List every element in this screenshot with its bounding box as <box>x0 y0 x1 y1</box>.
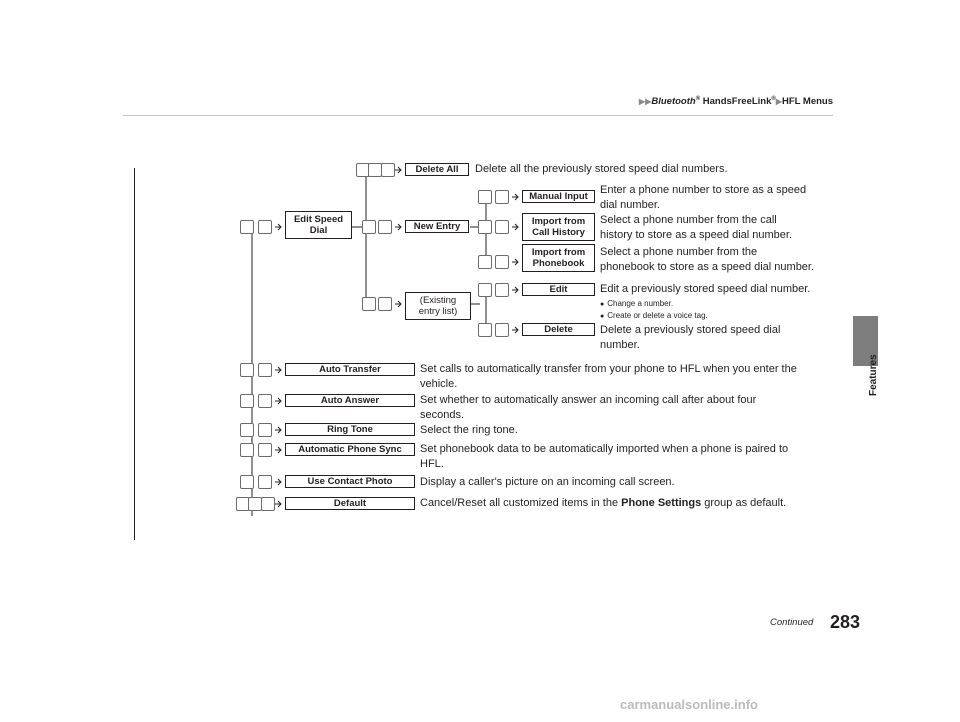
delete-desc-line1: Delete a previously stored speed dial <box>600 324 781 336</box>
registered-mark: ® <box>771 96 776 102</box>
edit-desc: Edit a previously stored speed dial number. <box>600 283 811 295</box>
import-phonebook-box <box>522 244 595 272</box>
talk-button-icon <box>240 443 254 457</box>
auto-transfer-desc-line1: Set calls to automatically transfer from your phone to HFL when you enter the <box>420 363 797 375</box>
edit-bullet-1: ● Change a number. <box>600 298 673 310</box>
delete-desc <box>600 323 780 353</box>
voice-command-icon <box>258 475 272 489</box>
import-call-history-desc-line2: history to store as a speed dial number. <box>600 229 792 241</box>
watermark: carmanualsonline.info <box>620 697 758 712</box>
voice-command-icon <box>378 220 392 234</box>
edit-speed-dial-line1: Edit Speed <box>293 214 344 225</box>
voice-command-icon <box>258 443 272 457</box>
auto-answer-desc-line2: seconds. <box>420 409 465 421</box>
talk-button-icon <box>478 323 492 337</box>
automatic-phone-sync-desc <box>420 442 788 472</box>
delete-all-box: Delete All <box>405 163 469 176</box>
existing-entry-line1: (Existing <box>419 295 457 306</box>
talk-button-icon <box>240 475 254 489</box>
default-box: Default <box>285 497 415 510</box>
voice-command-icon <box>261 497 275 511</box>
manual-input-desc-line1: Enter a phone number to store as a speed <box>600 184 807 196</box>
registered-mark: ® <box>695 96 701 102</box>
import-call-history-desc-line1: Select a phone number from the call <box>600 214 777 226</box>
pickup-icon <box>248 497 262 511</box>
ring-tone-box: Ring Tone <box>285 423 415 436</box>
breadcrumb-arrow-icon: ▶▶ <box>639 97 652 107</box>
breadcrumb-hfl-menus: HFL Menus <box>781 96 833 108</box>
talk-button-icon <box>478 220 492 234</box>
voice-command-icon <box>495 283 509 297</box>
breadcrumb-arrow-icon: ▶ <box>775 97 782 107</box>
talk-button-icon <box>478 255 492 269</box>
talk-button-icon <box>362 297 376 311</box>
auto-transfer-box: Auto Transfer <box>285 363 415 376</box>
voice-command-icon <box>381 163 395 177</box>
automatic-phone-sync-box: Automatic Phone Sync <box>285 443 415 456</box>
delete-box: Delete <box>522 323 595 336</box>
import-call-history-box <box>522 213 595 241</box>
auto-answer-desc <box>420 393 756 423</box>
default-desc <box>420 496 786 511</box>
use-contact-photo-desc: Display a caller's picture on an incoming call screen. <box>420 476 675 488</box>
default-desc-post: group as default. <box>701 497 787 509</box>
import-phonebook-line2: Phonebook <box>532 258 585 269</box>
breadcrumb-bluetooth: Bluetooth <box>651 96 696 108</box>
voice-command-icon <box>258 394 272 408</box>
talk-button-icon <box>478 190 492 204</box>
default-desc-bold: Phone Settings <box>621 497 702 509</box>
pickup-icon <box>368 163 382 177</box>
import-phonebook-desc <box>600 245 814 275</box>
continued-label: Continued <box>770 617 814 628</box>
edit-speed-dial-line2: Dial <box>309 225 328 236</box>
voice-command-icon <box>495 255 509 269</box>
auto-transfer-desc <box>420 362 797 392</box>
import-call-history-line2: Call History <box>532 227 585 238</box>
default-desc-pre: Cancel/Reset all customized items in the <box>420 497 622 509</box>
edit-box: Edit <box>522 283 595 296</box>
manual-input-desc <box>600 183 806 213</box>
import-phonebook-desc-line2: phonebook to store as a speed dial number. <box>600 261 815 273</box>
existing-entry-box <box>405 292 471 320</box>
voice-command-icon <box>258 423 272 437</box>
voice-command-icon <box>495 190 509 204</box>
import-call-history-desc <box>600 213 792 243</box>
edit-bullet-2: ● Create or delete a voice tag. <box>600 310 708 322</box>
edit-speed-dial-box <box>285 211 352 239</box>
delete-desc-line2: number. <box>600 339 640 351</box>
section-tab-label: Features <box>868 354 879 396</box>
manual-input-box: Manual Input <box>522 190 595 203</box>
auto-answer-desc-line1: Set whether to automatically answer an incoming call after about four <box>420 394 757 406</box>
voice-command-icon <box>378 297 392 311</box>
automatic-phone-sync-desc-line2: HFL. <box>420 458 444 470</box>
talk-button-icon <box>240 363 254 377</box>
new-entry-box: New Entry <box>405 220 469 233</box>
delete-all-desc: Delete all the previously stored speed dial numbers. <box>475 163 728 175</box>
ring-tone-desc: Select the ring tone. <box>420 424 518 436</box>
talk-button-icon <box>362 220 376 234</box>
voice-command-icon <box>258 220 272 234</box>
voice-command-icon <box>258 363 272 377</box>
import-call-history-line1: Import from <box>531 216 586 227</box>
voice-command-icon <box>495 323 509 337</box>
breadcrumb-hfl: HandsFreeLink <box>702 96 772 108</box>
auto-answer-box: Auto Answer <box>285 394 415 407</box>
page-number: 283 <box>830 612 861 632</box>
auto-transfer-desc-line2: vehicle. <box>420 378 458 390</box>
voice-command-icon <box>495 220 509 234</box>
manual-input-desc-line2: dial number. <box>600 199 660 211</box>
import-phonebook-desc-line1: Select a phone number from the <box>600 246 758 258</box>
talk-button-icon <box>240 220 254 234</box>
talk-button-icon <box>478 283 492 297</box>
talk-button-icon <box>240 394 254 408</box>
use-contact-photo-box: Use Contact Photo <box>285 475 415 488</box>
import-phonebook-line1: Import from <box>531 247 586 258</box>
existing-entry-line2: entry list) <box>418 306 458 317</box>
automatic-phone-sync-desc-line1: Set phonebook data to be automatically imported when a phone is paired to <box>420 443 789 455</box>
talk-button-icon <box>240 423 254 437</box>
